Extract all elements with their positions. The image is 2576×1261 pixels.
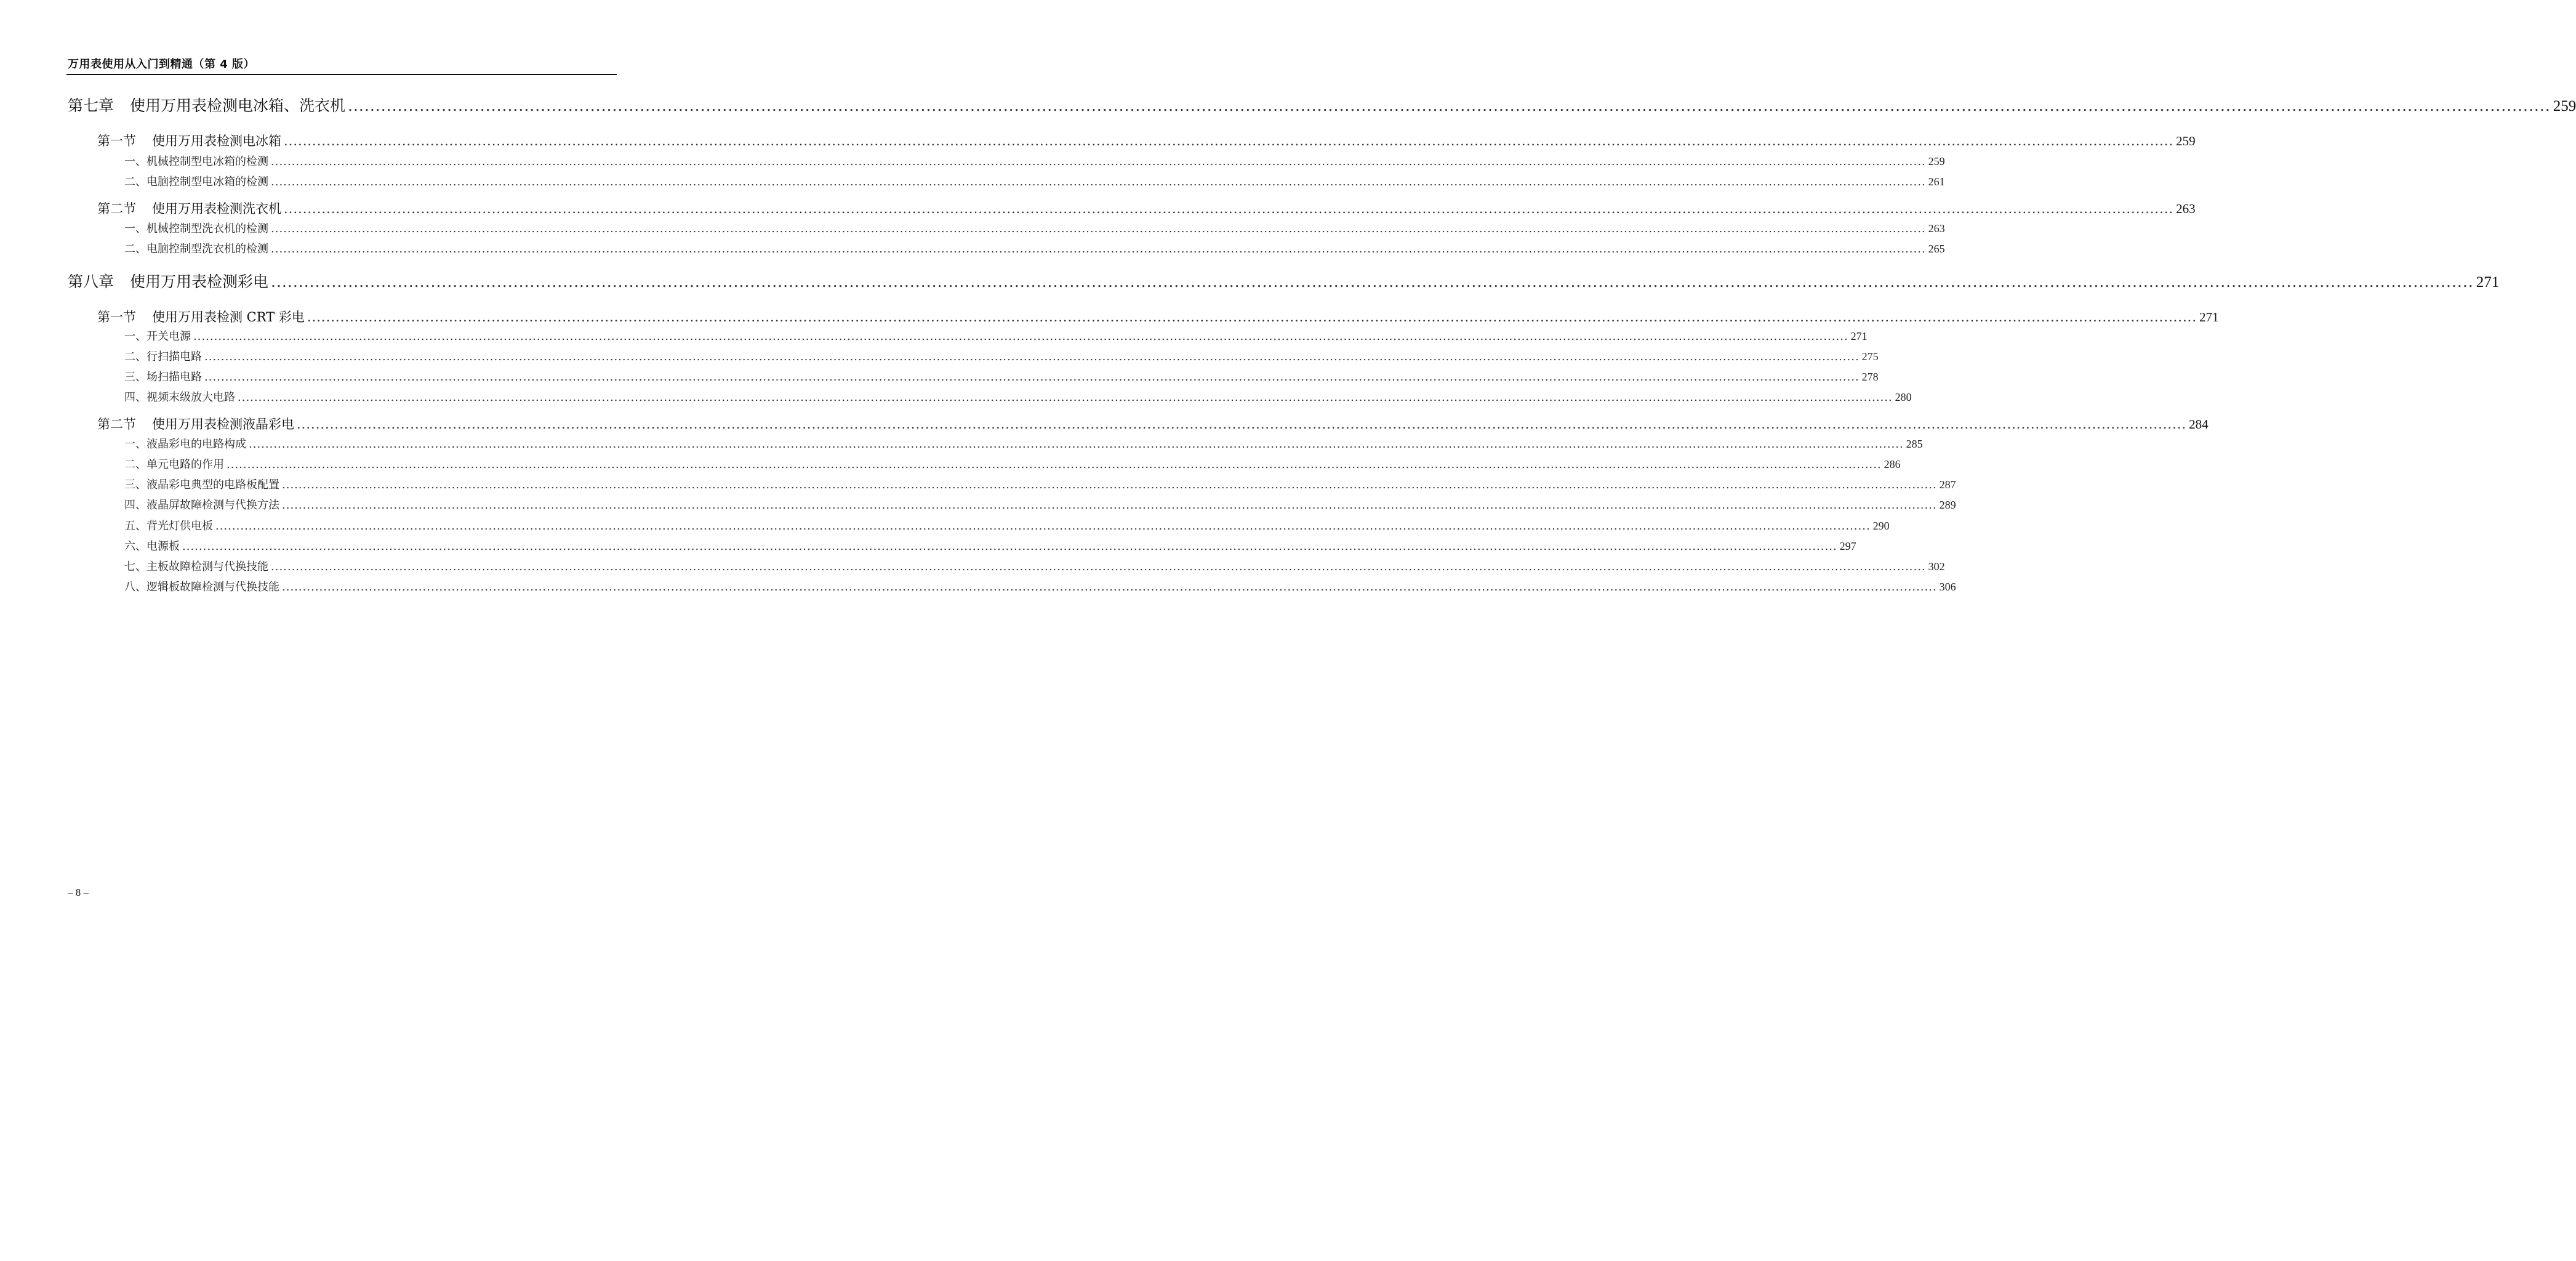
toc-entry-label — [68, 270, 268, 292]
toc-entry-label — [124, 578, 279, 594]
toc-entry-label — [124, 435, 246, 451]
toc-item[interactable] — [124, 538, 1856, 554]
toc-entry-label — [124, 328, 191, 344]
toc-entry-number: 第七章 — [68, 97, 114, 115]
dot-leader: ................................................................................................................................................................................................................................................................................................................................................................................................................ — [284, 134, 2174, 148]
toc-page-number: 285 — [1906, 438, 1923, 450]
toc-entry-title: 使用万用表检测洗衣机 — [152, 201, 281, 216]
toc-entry-title: 五、背光灯供电板 — [124, 520, 213, 533]
dot-leader: ................................................................................................................................................................................................................................................................................................................................................................................................................ — [271, 560, 1926, 573]
toc-entry-label — [97, 131, 281, 150]
toc-entry-number: 第二节 — [97, 417, 136, 432]
toc-entry-label — [124, 558, 268, 574]
toc-entry-label — [124, 173, 268, 189]
dot-leader: ................................................................................................................................................................................................................................................................................................................................................................................................................ — [227, 458, 1882, 471]
dot-leader: ................................................................................................................................................................................................................................................................................................................................................................................................................ — [204, 371, 1860, 384]
book-title: 万用表使用从入门到精通（第 4 版） — [68, 58, 255, 71]
dot-leader: ................................................................................................................................................................................................................................................................................................................................................................................................................ — [271, 175, 1926, 188]
toc-entry-title: 三、场扫描电路 — [124, 371, 202, 384]
toc-entry-title: 七、主板故障检测与代换技能 — [124, 560, 268, 573]
dot-leader: ................................................................................................................................................................................................................................................................................................................................................................................................................ — [282, 478, 1937, 491]
toc-item[interactable] — [124, 220, 1945, 236]
toc-entry-title: 使用万用表检测 CRT 彩电 — [152, 310, 305, 324]
toc-entry-label — [97, 307, 305, 326]
toc-item[interactable] — [124, 389, 1912, 405]
toc-entry-title: 二、行扫描电路 — [124, 350, 202, 363]
toc-page-number: 286 — [1884, 458, 1901, 470]
toc-page-number: 259 — [1928, 155, 1945, 167]
toc-page-number: 271 — [2476, 274, 2500, 291]
toc-item[interactable] — [124, 476, 1956, 492]
toc-entry-label — [124, 496, 279, 512]
toc-entry-title: 二、电脑控制型电冰箱的检测 — [124, 175, 268, 188]
toc-page-number: 259 — [2176, 134, 2196, 148]
toc-page-number: 290 — [1872, 520, 1890, 532]
toc-entry-title: 使用万用表检测电冰箱 — [152, 134, 281, 148]
toc-section[interactable] — [97, 414, 2209, 433]
dot-leader: ................................................................................................................................................................................................................................................................................................................................................................................................................ — [271, 273, 2474, 291]
toc-page-number: 271 — [1850, 330, 1868, 342]
toc-entry-label — [124, 456, 224, 472]
toc-entry-label — [124, 348, 202, 364]
toc-entry-title: 四、液晶屏故障检测与代换方法 — [124, 499, 279, 512]
toc-item[interactable] — [124, 456, 1901, 472]
toc-entry-title: 使用万用表检测彩电 — [130, 273, 269, 291]
toc-page-number: 302 — [1928, 560, 1945, 573]
toc-section[interactable] — [97, 131, 2196, 150]
header-rule — [66, 74, 617, 75]
toc-entry-title: 六、电源板 — [124, 540, 180, 553]
toc-chapter[interactable] — [68, 270, 2500, 292]
dot-leader: ................................................................................................................................................................................................................................................................................................................................................................................................................ — [271, 243, 1926, 256]
toc-page-number: 306 — [1939, 581, 1956, 593]
toc-entry-label — [124, 517, 213, 533]
toc-entry-label — [97, 199, 281, 217]
toc-entry-label — [124, 153, 268, 169]
toc-page-number: 271 — [2199, 310, 2219, 324]
toc-page-number: 289 — [1939, 499, 1956, 511]
dot-leader: ................................................................................................................................................................................................................................................................................................................................................................................................................ — [215, 520, 1871, 533]
toc-section[interactable] — [97, 199, 2196, 217]
toc-entry-title: 三、液晶彩电典型的电路板配置 — [124, 478, 279, 491]
toc-entry-title: 二、单元电路的作用 — [124, 458, 224, 471]
toc-item[interactable] — [124, 517, 1890, 533]
toc-entry-title: 二、电脑控制型洗衣机的检测 — [124, 243, 268, 256]
toc-page-number: 284 — [2189, 417, 2209, 432]
toc-entry-label — [124, 389, 235, 405]
dot-leader: ................................................................................................................................................................................................................................................................................................................................................................................................................ — [348, 97, 2551, 115]
toc-entry-label — [124, 240, 268, 256]
toc-page-number: 280 — [1895, 391, 1912, 403]
dot-leader: ................................................................................................................................................................................................................................................................................................................................................................................................................ — [271, 155, 1926, 168]
toc-page-number: 297 — [1839, 540, 1856, 552]
toc-item[interactable] — [124, 153, 1945, 169]
toc-page-number: 275 — [1861, 350, 1879, 363]
toc-entry-title: 四、视频末级放大电路 — [124, 391, 235, 404]
toc-entry-label — [124, 476, 279, 492]
toc-page-number: 263 — [1928, 222, 1945, 235]
toc-section[interactable] — [97, 307, 2219, 326]
toc-item[interactable] — [124, 240, 1945, 256]
toc-item[interactable] — [124, 328, 1868, 344]
dot-leader: ................................................................................................................................................................................................................................................................................................................................................................................................................ — [282, 581, 1937, 594]
dot-leader: ................................................................................................................................................................................................................................................................................................................................................................................................................ — [282, 499, 1937, 512]
toc-chapter[interactable] — [68, 94, 2576, 116]
toc-entry-label — [68, 94, 345, 116]
dot-leader: ................................................................................................................................................................................................................................................................................................................................................................................................................ — [238, 391, 1893, 404]
toc-entry-number: 第一节 — [97, 310, 136, 324]
toc-entry-title: 一、机械控制型洗衣机的检测 — [124, 222, 268, 235]
toc-page-number: 261 — [1928, 175, 1945, 188]
toc-item[interactable] — [124, 435, 1923, 451]
toc-page-number: 263 — [2176, 201, 2196, 216]
toc-entry-title: 使用万用表检测液晶彩电 — [152, 417, 294, 432]
dot-leader: ................................................................................................................................................................................................................................................................................................................................................................................................................ — [193, 330, 1848, 343]
dot-leader: ................................................................................................................................................................................................................................................................................................................................................................................................................ — [284, 201, 2174, 216]
page-number: – 8 – — [68, 887, 89, 898]
toc-item[interactable] — [124, 348, 1879, 364]
dot-leader: ................................................................................................................................................................................................................................................................................................................................................................................................................ — [204, 350, 1860, 363]
toc-entry-label — [97, 414, 294, 433]
toc-item[interactable] — [124, 558, 1945, 574]
dot-leader: ................................................................................................................................................................................................................................................................................................................................................................................................................ — [182, 540, 1837, 553]
toc-page-number: 259 — [2553, 98, 2576, 115]
toc-entry-label — [124, 220, 268, 236]
toc-item[interactable] — [124, 496, 1956, 512]
toc-item[interactable] — [124, 578, 1956, 594]
toc-entry-title: 一、开关电源 — [124, 330, 191, 343]
toc-page-number: 278 — [1861, 371, 1879, 383]
dot-leader: ................................................................................................................................................................................................................................................................................................................................................................................................................ — [271, 222, 1926, 235]
dot-leader: ................................................................................................................................................................................................................................................................................................................................................................................................................ — [249, 438, 1904, 451]
toc-entry-title: 使用万用表检测电冰箱、洗衣机 — [130, 97, 346, 115]
dot-leader: ................................................................................................................................................................................................................................................................................................................................................................................................................ — [307, 310, 2197, 324]
toc-entry-title: 八、逻辑板故障检测与代换技能 — [124, 581, 279, 594]
toc-entry-number: 第八章 — [68, 273, 114, 291]
toc-entry-title: 一、液晶彩电的电路构成 — [124, 438, 246, 451]
dot-leader: ................................................................................................................................................................................................................................................................................................................................................................................................................ — [297, 417, 2187, 432]
toc-page-number: 265 — [1928, 243, 1945, 255]
toc-entry-label — [124, 538, 180, 554]
toc-entry-number: 第二节 — [97, 201, 136, 216]
toc-page-number: 287 — [1939, 478, 1956, 491]
toc-item[interactable] — [124, 173, 1945, 189]
toc-entry-number: 第一节 — [97, 134, 136, 148]
toc-entry-label — [124, 368, 202, 384]
toc-item[interactable] — [124, 368, 1879, 384]
toc-entry-title: 一、机械控制型电冰箱的检测 — [124, 155, 268, 168]
